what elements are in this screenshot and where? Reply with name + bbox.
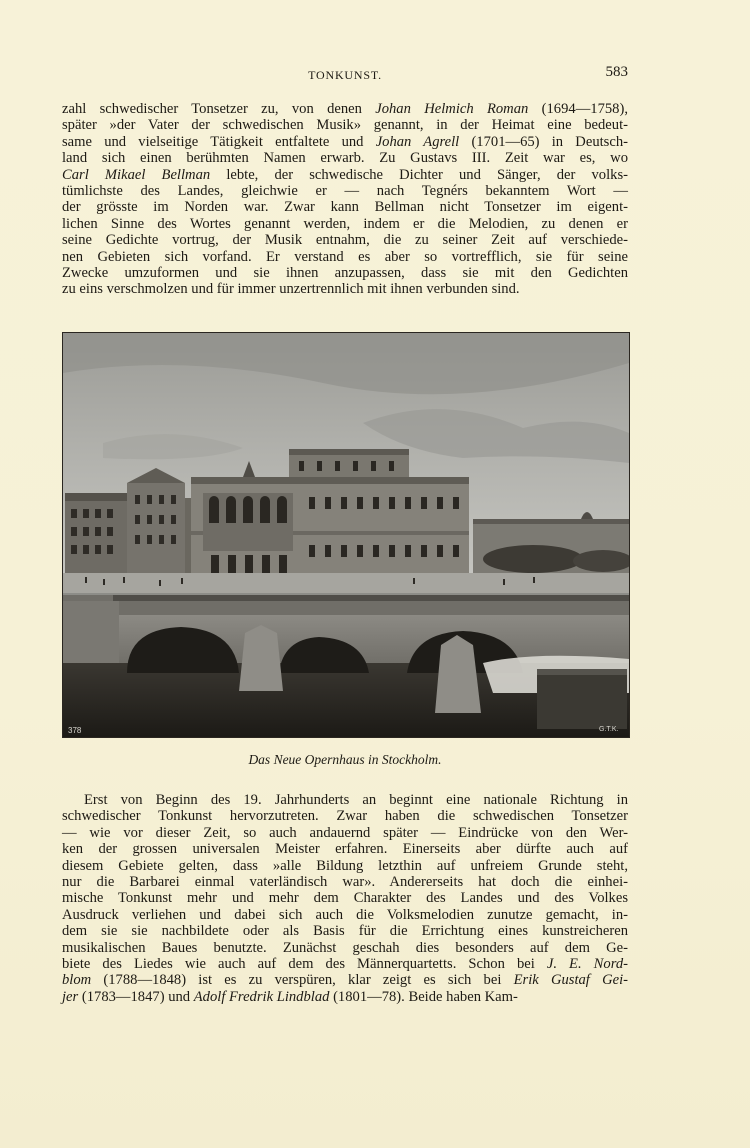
text-run: (1801—78). Beide haben Kam- bbox=[329, 988, 518, 1005]
text-run: land sich einen berühmten Namen erwarb. Zu Gustavs III. Zeit war es, wo bbox=[62, 150, 628, 167]
running-title: TONKUNST. bbox=[308, 68, 382, 82]
text-run: tümlichste des Landes, gleichwie er — nach Tegnérs bekanntem Wort — bbox=[62, 183, 628, 200]
italic-name: jer bbox=[62, 988, 79, 1005]
page-number: 583 bbox=[605, 64, 628, 80]
text-line bbox=[62, 101, 628, 117]
text-line bbox=[62, 199, 628, 215]
text-run: der grösste im Norden war. Zwar kann Bellman nicht Tonsetzer im eigent- bbox=[62, 199, 628, 216]
text-line bbox=[62, 808, 628, 824]
text-line bbox=[62, 874, 628, 890]
text-line bbox=[62, 792, 628, 808]
text-line bbox=[62, 940, 628, 956]
text-run: Erst von Beginn des 19. Jahrhunderts an beginnt eine nationale Richtung in bbox=[84, 792, 628, 808]
text-line bbox=[62, 890, 628, 906]
text-line bbox=[62, 989, 628, 1005]
text-run: mische Tonkunst mehr und mehr dem Charakter des Landes und des Volkes bbox=[62, 890, 628, 907]
text-run: Ausdruck verliehen und dabei sich auch die Volksmelodien zunutze gemacht, in- bbox=[62, 906, 628, 923]
text-run: (1701—65) in Deutsch- bbox=[459, 133, 628, 150]
right-buildings bbox=[473, 512, 629, 573]
text-line bbox=[62, 825, 628, 841]
text-line bbox=[62, 972, 628, 988]
text-line bbox=[62, 232, 628, 248]
text-run: seine Gedichte vortrug, der Musik entnahm, die zu seiner Zeit auf verschiede- bbox=[62, 232, 628, 249]
text-run: same und vielseitige Tätigkeit entfaltete und bbox=[62, 133, 376, 150]
text-run: zu eins verschmolzen und für immer unzertrennlich mit ihnen verbunden sind. bbox=[62, 281, 520, 298]
text-line bbox=[62, 150, 628, 166]
text-run: lebte, der schwedische Dichter und Sänger, der volks- bbox=[210, 166, 628, 183]
text-run: ken der grossen universalen Meister erfahren. Einerseits aber dürfte auch auf bbox=[62, 841, 628, 858]
boat-house bbox=[537, 673, 627, 729]
paragraph-top bbox=[62, 101, 628, 298]
text-line bbox=[62, 265, 628, 281]
text-run: (1694—1758), bbox=[528, 101, 628, 117]
text-line bbox=[62, 249, 628, 265]
text-run: musikalischen Baues benutzte. Zunächst geschah dies besonders auf dem Ge- bbox=[62, 939, 628, 956]
text-run: biete des Liedes wie auch auf dem des Männerquartetts. Schon bei bbox=[62, 956, 547, 973]
text-run: schwedischer Tonkunst hervorzutreten. Zwar haben die schwedischen Tonsetzer bbox=[62, 808, 628, 825]
text-run: Zwecke umzuformen und sie ihnen anzupassen, dass sie mit den Gedichten bbox=[62, 265, 628, 282]
text-run: dem sie sie nachbildete oder als Basis für die Errichtung eines kunstreicheren bbox=[62, 923, 628, 940]
paragraph-bottom bbox=[62, 792, 628, 1005]
text-run: diesem Gebiete gelten, dass »alle Bildung letzthin auf unfreiem Grunde steht, bbox=[62, 857, 628, 874]
text-line bbox=[62, 216, 628, 232]
text-line bbox=[62, 281, 628, 297]
text-line bbox=[62, 858, 628, 874]
text-run: lichen Sinne des Wortes genannt werden, indem er die Melodien, zu denen er bbox=[62, 215, 628, 232]
text-line bbox=[62, 923, 628, 939]
plate-number: 378 bbox=[68, 726, 82, 735]
figure-caption: Das Neue Opernhaus in Stockholm. bbox=[248, 752, 442, 767]
text-run: später »der Vater der schwedischen Musik» genannt, in der Heimat eine bedeut- bbox=[62, 117, 628, 134]
italic-name: J. E. Nord- bbox=[546, 956, 629, 973]
text-run: nur die Barbarei einmal vaterländisch war». Andererseits hat doch die einhei- bbox=[62, 874, 628, 891]
opera-house-photograph bbox=[62, 332, 630, 738]
opera-house-illustration bbox=[63, 333, 629, 737]
text-line bbox=[62, 167, 628, 183]
corner-mark: G.T.K. bbox=[599, 726, 619, 733]
text-run: nen Gebieten sich vorfand. Er verstand es aber so vortrefflich, sie für seine bbox=[62, 248, 628, 265]
text-line bbox=[62, 183, 628, 199]
italic-name: Adolf Fredrik Lindblad bbox=[193, 988, 330, 1005]
italic-name: Carl Mikael Bellman bbox=[62, 166, 211, 183]
italic-name: Johan Helmich Roman bbox=[375, 101, 529, 117]
text-run: (1788—1848) ist es zu verspüren, klar zeigt es sich bei bbox=[91, 972, 514, 989]
italic-name: Erik Gustaf Gei- bbox=[513, 972, 628, 989]
running-head bbox=[62, 64, 628, 86]
text-run: — wie vor dieser Zeit, so auch andauernd später — Eindrücke von den Wer- bbox=[62, 824, 628, 841]
quay bbox=[63, 573, 629, 593]
text-line bbox=[62, 956, 628, 972]
text-line bbox=[62, 841, 628, 857]
text-run: (1783—1847) und bbox=[78, 988, 194, 1005]
italic-name: Johan Agrell bbox=[375, 133, 460, 150]
text-line bbox=[62, 117, 628, 133]
text-line bbox=[62, 134, 628, 150]
italic-name: blom bbox=[62, 972, 92, 989]
text-run: zahl schwedischer Tonsetzer zu, von denen bbox=[62, 101, 376, 117]
text-line bbox=[62, 907, 628, 923]
